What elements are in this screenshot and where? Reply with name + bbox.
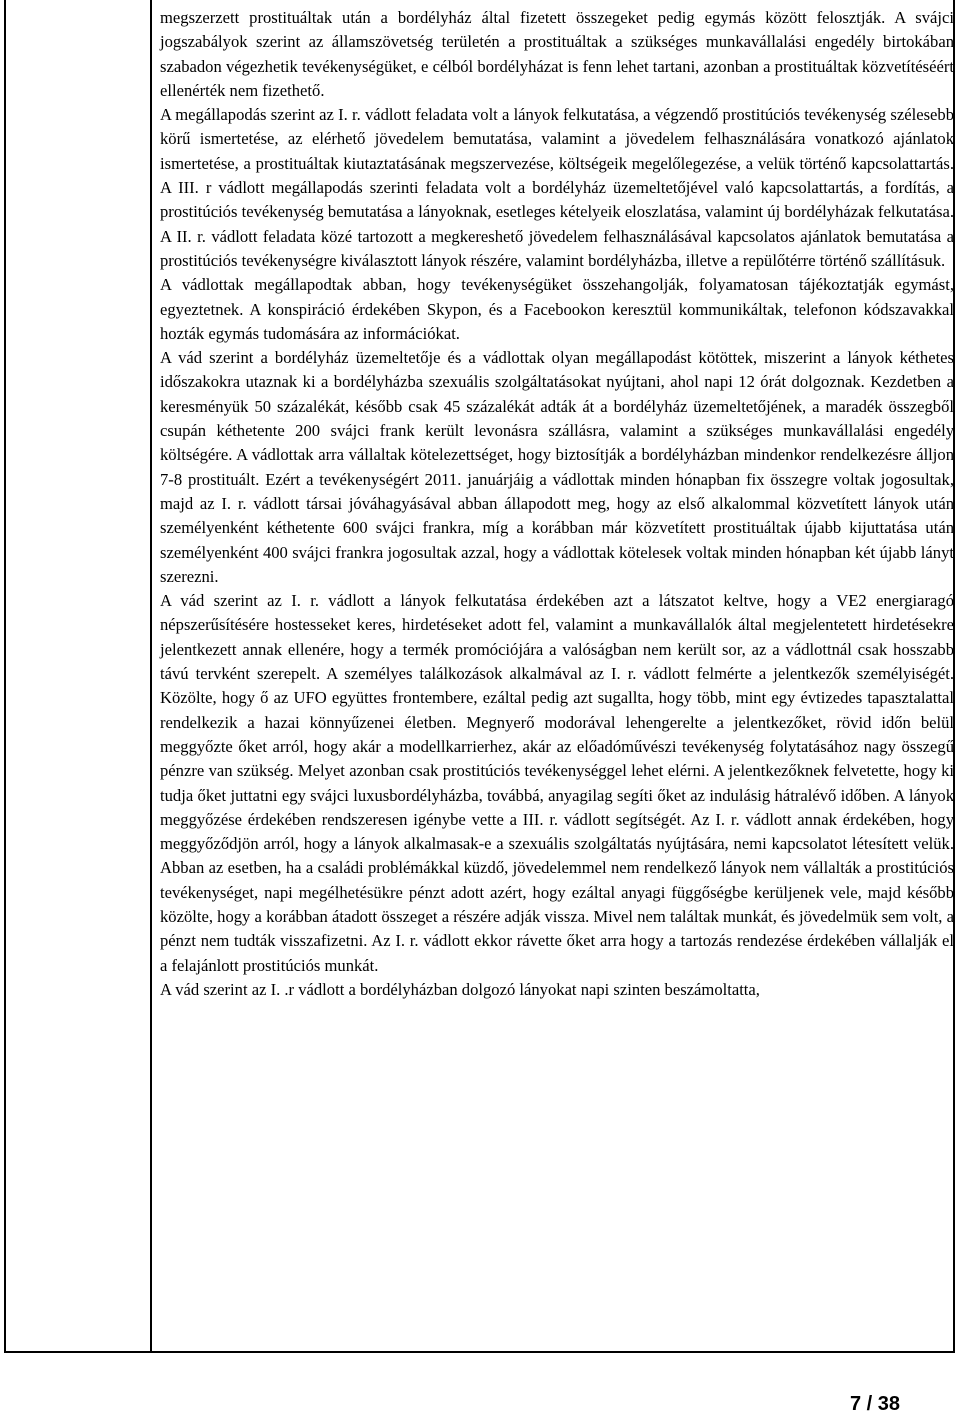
paragraph: megszerzett prostituáltak után a bordélyház által fizetett összegeket pedig egymás között felosztják. A svájci jogszabályok szerint az államszövetség területén a prostituáltak a szükséges munkavállalási engedély birtokában szabadon végezhetik tevékenységüket, e célból bordélyházat is fenn lehet tartani, azonban a prostituáltak közvetítéséért ellenérték nem fizethető.	[160, 8, 954, 100]
page-number: 7 / 38	[849, 1393, 900, 1415]
paragraph: A vád szerint az I. r. vádlott a lányok felkutatása érdekében azt a látszatot keltve, hogy a VE2 energiaragó népszerűsítésére hostesseket keres, hirdetéseket adott fel, valamint a munkavállalók által megjelentetett hirdetésekre jelentkezett annak ellenére, hogy a termék promóciójára a valóságban nem került sor, az a vádlottnál csak hosszabb távú tervként szerepelt. A személyes találkozások alkalmával az I. r. vádlott felmérte a jelentkezők személyiségét. Közölte, hogy ő az UFO együttes frontembere, ezáltal pedig azt sugallta, hogy több, mint egy évtizedes tapasztalattal rendelkezik a hazai könnyűzenei életben. Megnyerő modorával lehengerelte a jelentkezőket, rövid időn belül meggyőzte őket arról, hogy akár a modellkarrierhez, akár az előadóművészi tevékenység folytatásához nagy összegű pénzre van szükség. Melyet azonban csak prostitúciós tevékenységgel lehet elérni. A jelentkezőknek felvetette, hogy ki tudja őket juttatni egy svájci luxusbordélyházba, továbbá, anyagilag segíti őket az indulásig hátralévő időben. A lányok meggyőzése érdekében rendszeresen igénybe vette a III. r. vádlott segítségét. Az I. r. vádlott annak érdekében, hogy meggyőződjön arról, hogy a lányok alkalmasak-e a szexuális szolgáltatás nyújtására, nemi kapcsolatot létesített velük. Abban az esetben, ha a családi problémákkal küzdő, jövedelemmel nem rendelkező lányok nem vállalták a prostitúciós tevékenységet, napi megélhetésükre pénzt adott azért, hogy ezáltal anyagi függőségbe kerüljenek vele, majd később közölte, hogy a korábban átadott összeget a részére adják vissza. Mivel nem találtak munkát, és jövedelmük sem volt, a pénzt nem tudták visszafizetni. Az I. r. vádlott ekkor rávette őket arra hogy a tartozás rendezése érdekében vállalják el a felajánlott prostitúciós munkát.	[160, 591, 954, 975]
body-text	[160, 6, 956, 1002]
paragraph: A vád szerint a bordélyház üzemeltetője és a vádlottak olyan megállapodást kötöttek, miszerint a lányok kéthetes időszakokra utaznak ki a bordélyházba szexuális szolgáltatásokat nyújtani, ahol napi 12 órát dolgoznak. Kezdetben a keresményük 50 százalékát, később csak 45 százalékát adták át a bordélyház üzemeltetőjének, a maradék összegből csupán kéthetente 200 svájci frank került levonásra szállásra, valamint a szükséges munkavállalási engedély költségére. A vádlottak arra vállaltak kötelezettséget, hogy biztosítják a bordélyházban mindenkor rendelkezésre álljon 7-8 prostituált. Ezért a tevékenységért 2011. januárjáig a vádlottak minden hónapban fix összegre voltak jogosultak, majd az I. r. vádlott társai jóváhagyásával abban állapodott meg, hogy az első alkalommal közvetített lányok után személyenként kéthetente 600 svájci frankra, míg a korábban már közvetített prostituáltak újabb kijuttatása után személyenként 400 svájci frankra jogosultak azzal, hogy a vádlottak kötelesek voltak minden hónapban két újabb lányt szerezni.	[160, 348, 954, 586]
paragraph: A vád szerint az I. .r vádlott a bordélyházban dolgozó lányokat napi szinten beszámoltatta,	[160, 979, 760, 999]
paragraph: A megállapodás szerint az I. r. vádlott feladata volt a lányok felkutatása, a végzendő prostitúciós tevékenység szélesebb körű ismertetése, az elérhető jövedelem bemutatása, valamint a jövedelem felhasználására vonatkozó ajánlatok ismertetése, a prostituáltak kiutaztatásának megszervezése, költségeik megelőlegezése, a velük történő kapcsolattartás. A III. r vádlott megállapodás szerinti feladata volt a bordélyház üzemeltetőjével való kapcsolattartás, a fordítás, a prostitúciós tevékenység bemutatása a lányoknak, esetleges kételyeik eloszlatása, valamint új bordélyházak felkutatása. A II. r. vádlott feladata közé tartozott a megkereshető jövedelem felhasználásával kapcsolatos ajánlatok bemutatása a prostitúciós tevékenységre kiválasztott lányok részére, valamint bordélyházba, illetve a repülőtérre történő szállításuk.	[160, 105, 954, 270]
paragraph: A vádlottak megállapodtak abban, hogy tevékenységüket összehangolják, folyamatosan tájékoztatják egymást, egyeztetnek. A konspiráció érdekében Skypon, és a Facebookon keresztül kommunikáltak, telefonon kódszavakkal hozták egymás tudomására az információkat.	[160, 275, 954, 343]
left-margin-column	[6, 0, 152, 1351]
page-frame	[4, 0, 955, 1353]
